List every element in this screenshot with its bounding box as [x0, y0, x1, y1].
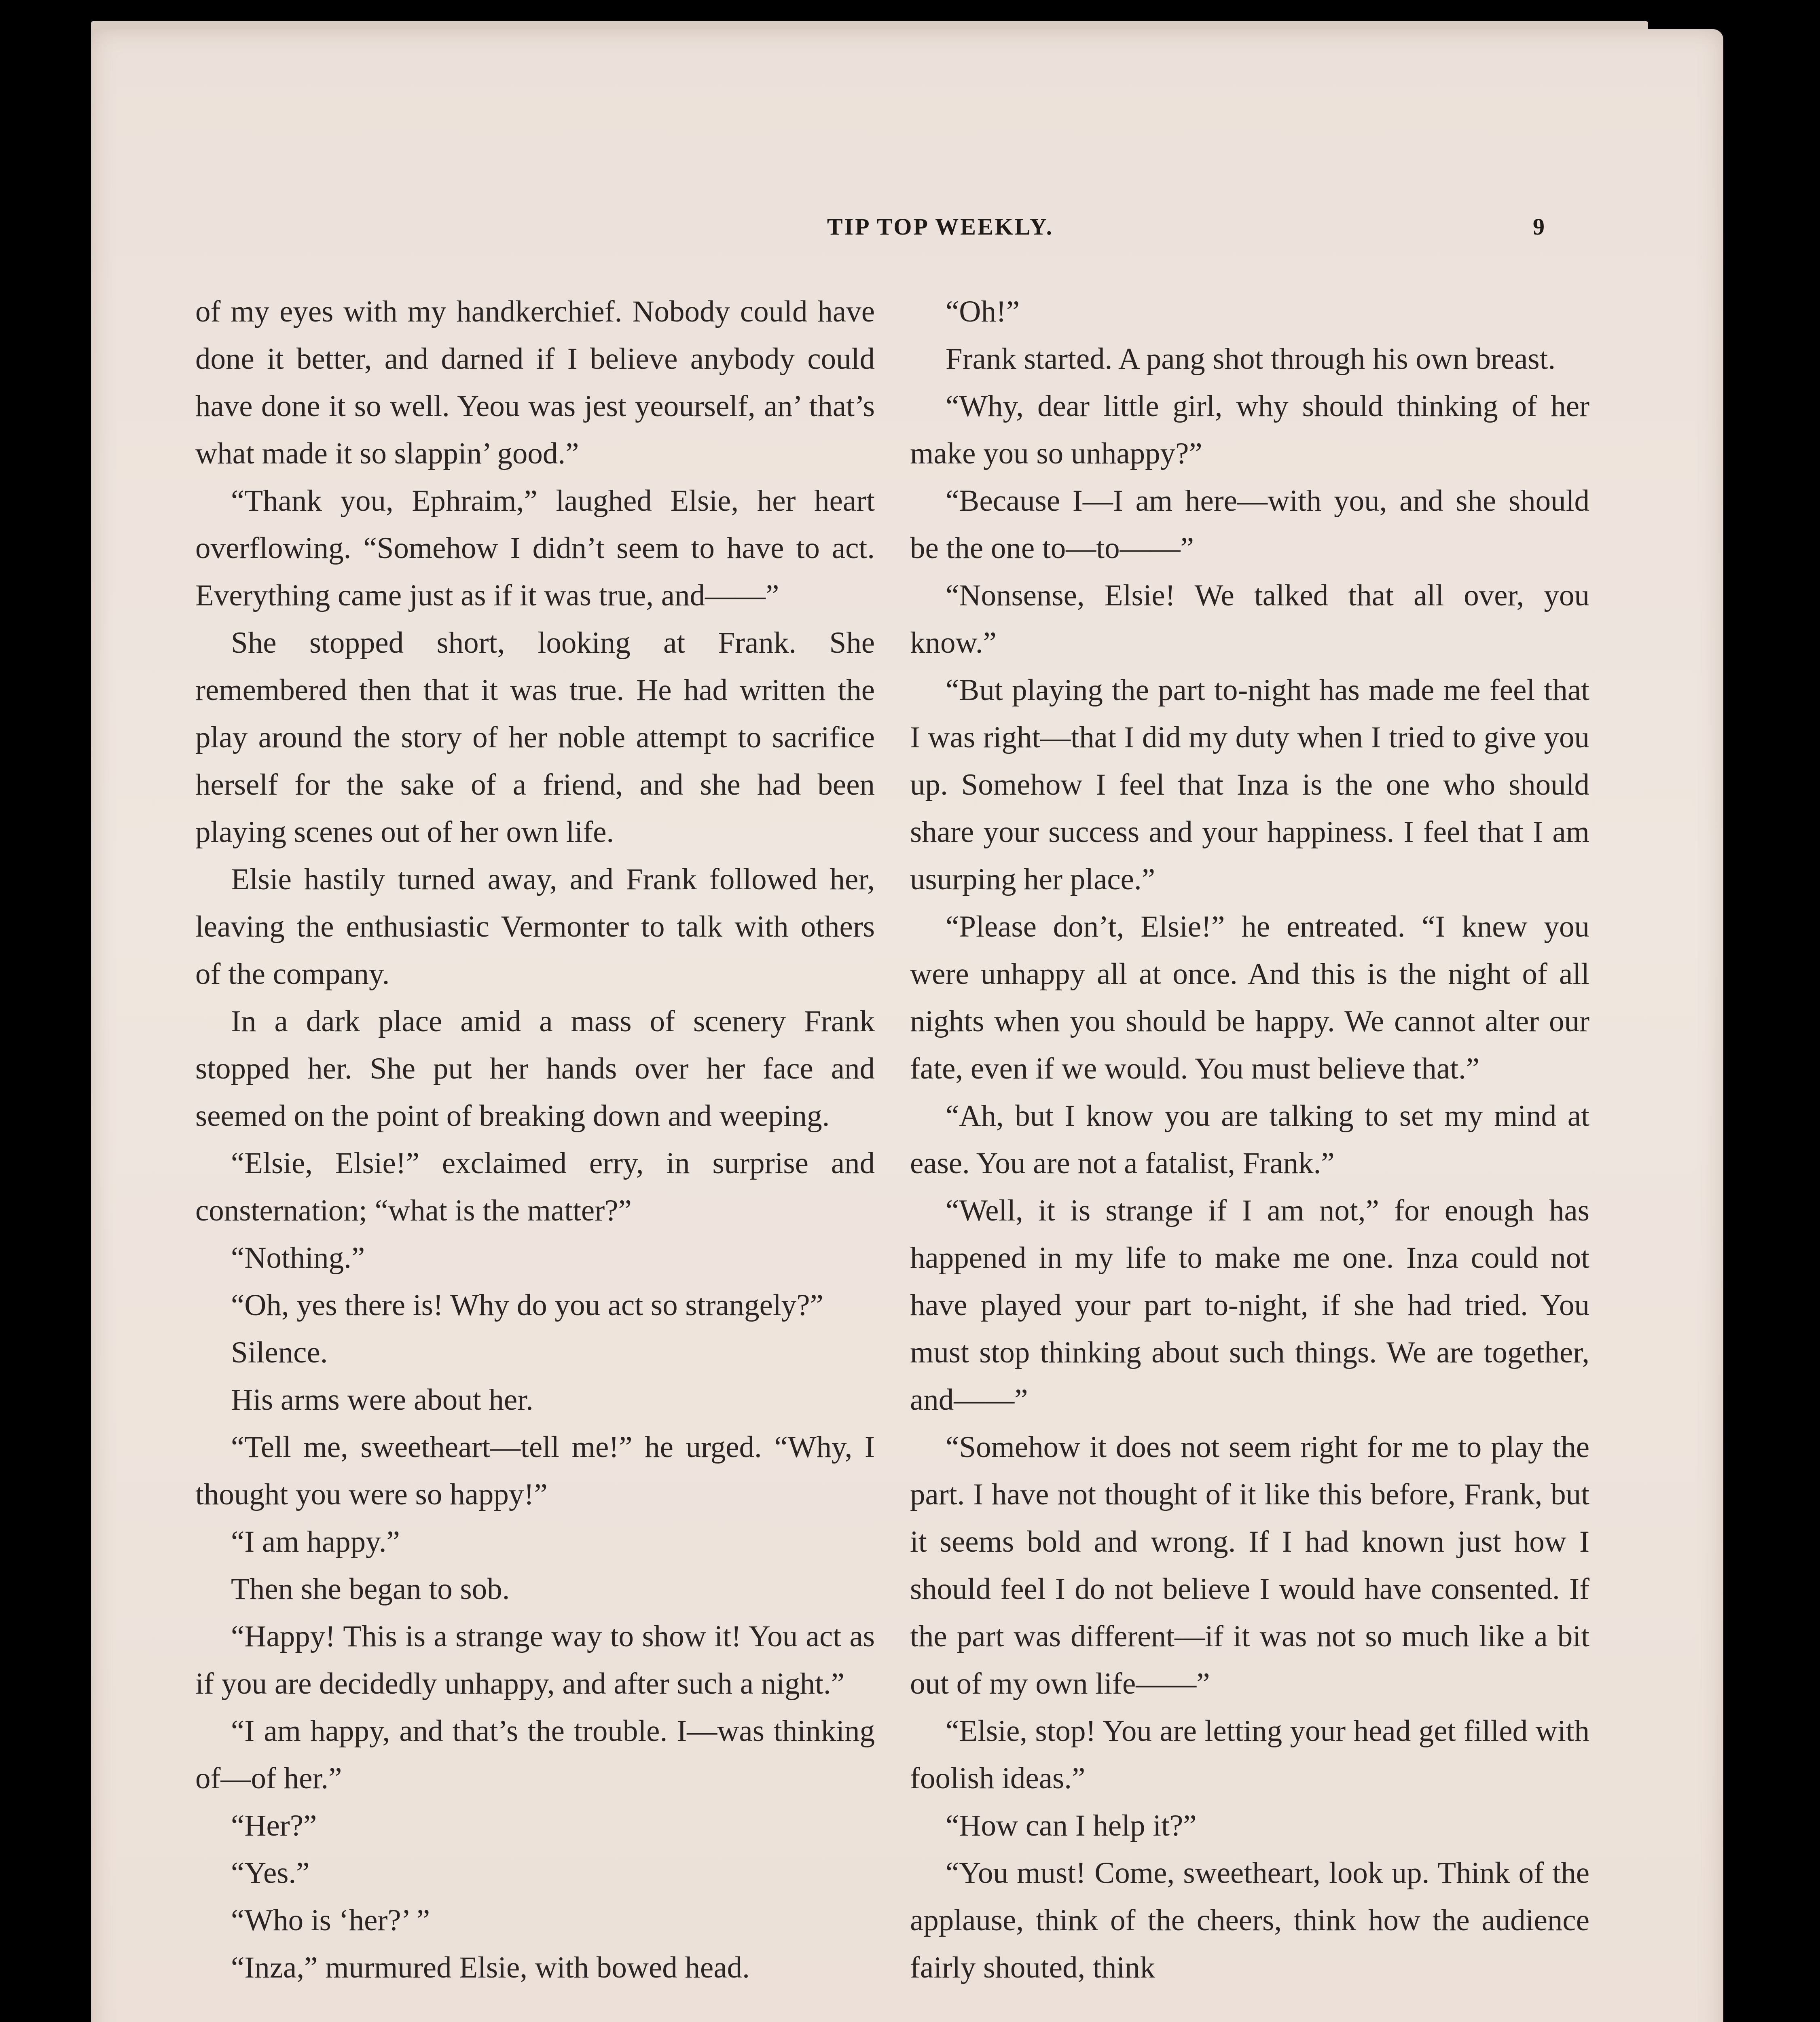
- paragraph: “Her?”: [231, 1809, 317, 1842]
- left-column: [195, 288, 875, 2022]
- paragraph: “Ah, but I know you are talking to set my mind at ease. You are not a fatalist, Frank.”: [910, 1099, 1589, 1180]
- right-column: [910, 288, 1589, 2022]
- paragraph: “Oh!”: [946, 295, 1020, 328]
- paragraph: “Elsie, stop! You are letting your head get filled with foolish ideas.”: [910, 1714, 1589, 1795]
- paragraph: “Well, it is strange if I am not,” for enough has happened in my life to make me one. Inza could not have played your part to-night, if she had tried. You must stop thinking about such things. We are together, and——”: [910, 1194, 1589, 1417]
- paragraph: “Why, dear little girl, why should thinking of her make you so unhappy?”: [910, 389, 1589, 470]
- running-head: TIP TOP WEEKLY.: [827, 214, 1054, 240]
- paragraph: “Happy! This is a strange way to show it! You act as if you are decidedly unhappy, and after such a night.”: [195, 1620, 875, 1701]
- paragraph: His arms were about her.: [231, 1383, 533, 1417]
- paragraph: of my eyes with my handkerchief. Nobody could have done it better, and darned if I believe anybody could have done it so well. Yeou was jest yeourself, an’ that’s what made it so slappin’ good.”: [195, 295, 875, 470]
- paragraph: “How can I help it?”: [946, 1809, 1197, 1842]
- paragraph: Then she began to sob.: [231, 1572, 510, 1606]
- paragraph: “Because I—I am here—with you, and she should be the one to—to——”: [910, 484, 1589, 565]
- paragraph: “Tell me, sweetheart—tell me!” he urged. “Why, I thought you were so happy!”: [195, 1430, 875, 1511]
- paragraph: “But playing the part to-night has made me feel that I was right—that I did my duty when I tried to give you up. Somehow I feel that Inza is the one who should share your success and your happiness. I feel that I am usurping her place.”: [910, 673, 1589, 896]
- paragraph: “Thank you, Ephraim,” laughed Elsie, her heart overflowing. “Somehow I didn’t seem to have to act. Everything came just as if it was true, and——”: [195, 484, 875, 612]
- paragraph: “You must! Come, sweetheart, look up. Think of the applause, think of the cheers, think how the audience fairly shouted, think: [910, 1856, 1589, 1984]
- paragraph: Frank started. A pang shot through his own breast.: [946, 342, 1556, 376]
- paragraph: “Somehow it does not seem right for me to play the part. I have not thought of it like this before, Frank, but it seems bold and wrong. If I had known just how I should feel I do not believe I would have consented. If the part was different—if it was not so much like a bit out of my own life——”: [910, 1430, 1589, 1701]
- paragraph: “I am happy.”: [231, 1525, 400, 1559]
- page-number: 9: [1533, 214, 1545, 240]
- paragraph: “I am happy, and that’s the trouble. I—was thinking of—of her.”: [195, 1714, 875, 1795]
- paragraph: “Who is ‘her?’ ”: [231, 1904, 430, 1937]
- paragraph: “Inza,” murmured Elsie, with bowed head.: [231, 1951, 750, 1984]
- paragraph: Silence.: [231, 1336, 328, 1369]
- page-header: [91, 213, 1723, 258]
- paragraph: “Nonsense, Elsie! We talked that all over, you know.”: [910, 579, 1589, 660]
- paragraph: “Nothing.”: [231, 1241, 365, 1275]
- paragraph: “Elsie, Elsie!” exclaimed erry, in surprise and consternation; “what is the matter?”: [195, 1146, 875, 1227]
- paragraph: In a dark place amid a mass of scenery Frank stopped her. She put her hands over her face and seemed on the point of breaking down and weeping.: [195, 1005, 875, 1133]
- paragraph: “Yes.”: [231, 1856, 310, 1890]
- magazine-page: [91, 29, 1723, 2022]
- paragraph: Elsie hastily turned away, and Frank followed her, leaving the enthusiastic Vermonter to talk with others of the company.: [195, 863, 875, 991]
- paragraph: “Please don’t, Elsie!” he entreated. “I knew you were unhappy all at once. And this is the night of all nights when you should be happy. We cannot alter our fate, even if we would. You must believe that.”: [910, 910, 1589, 1085]
- paragraph: She stopped short, looking at Frank. She remembered then that it was true. He had written the play around the story of her noble attempt to sacrifice herself for the sake of a friend, and she had been playing scenes out of her own life.: [195, 626, 875, 849]
- paragraph: “Oh, yes there is! Why do you act so strangely?”: [231, 1288, 823, 1322]
